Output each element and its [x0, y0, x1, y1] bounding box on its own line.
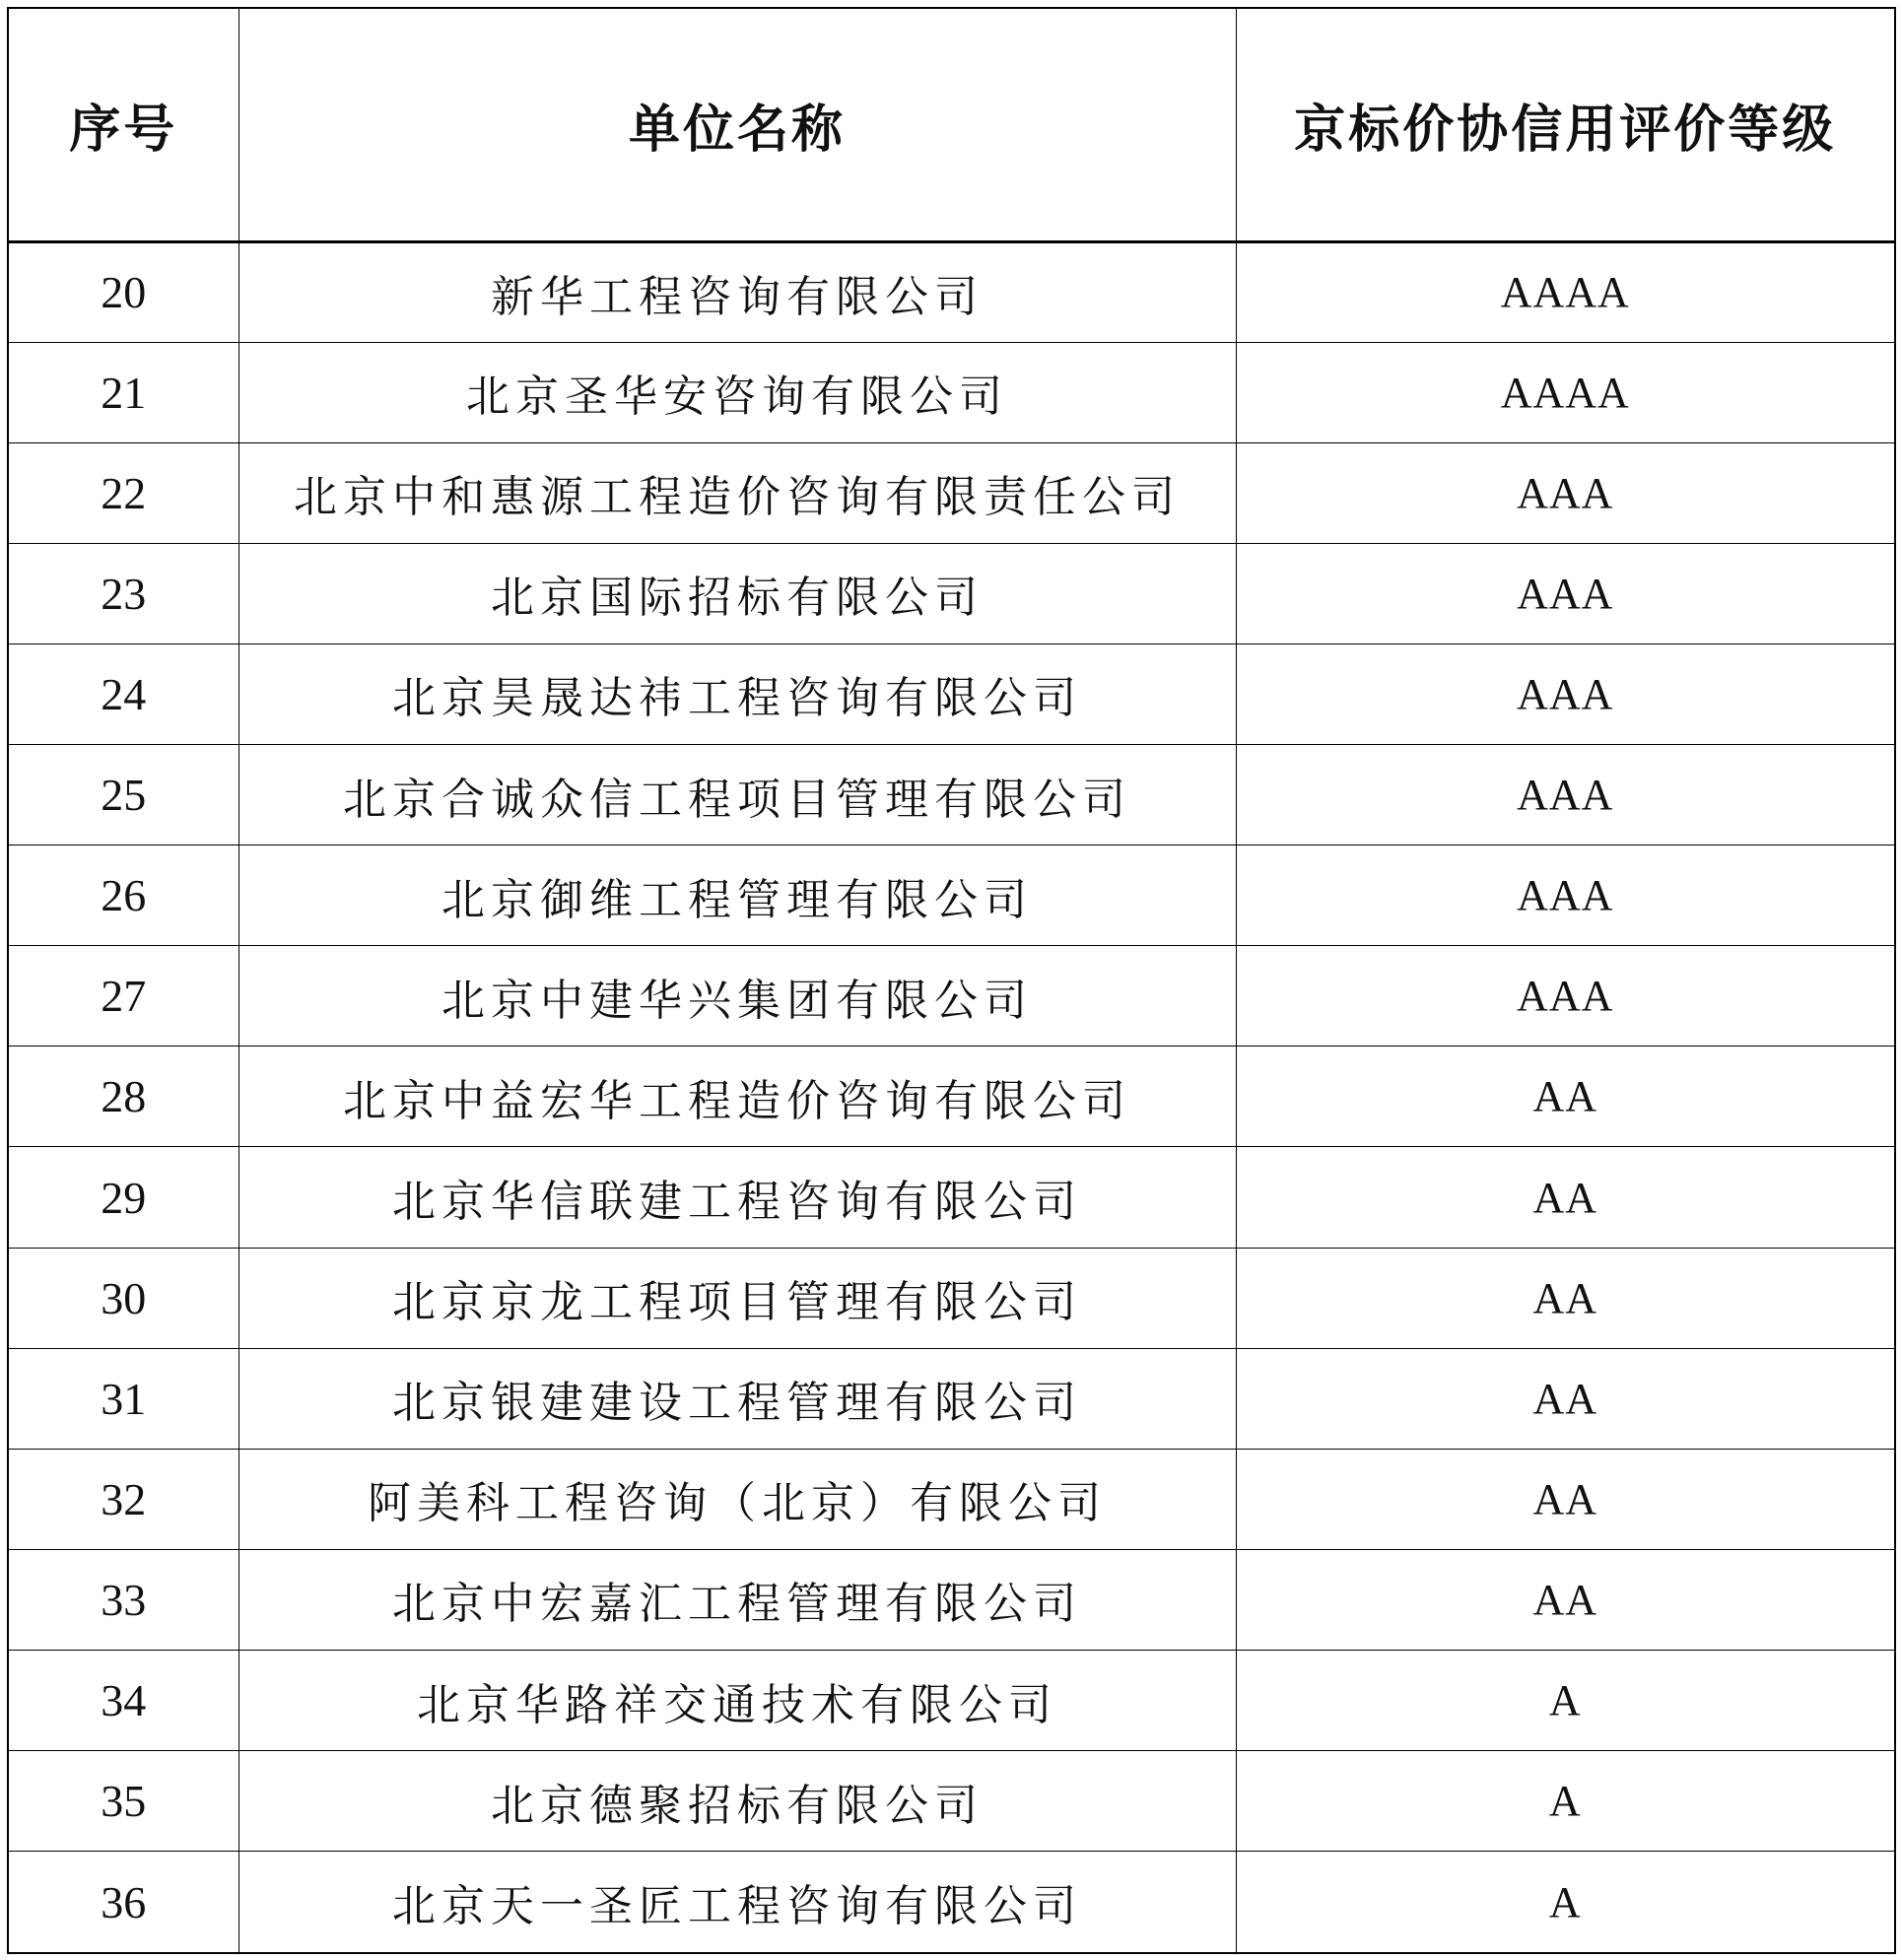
cell-seq: 21: [9, 342, 238, 442]
cell-grade: A: [1236, 1852, 1894, 1952]
table-row: [9, 845, 1894, 946]
cell-name: 北京德聚招标有限公司: [238, 1751, 1236, 1852]
table-row: [9, 1348, 1894, 1449]
cell-grade: AAAA: [1236, 241, 1894, 342]
cell-name: 北京中建华兴集团有限公司: [238, 946, 1236, 1047]
cell-seq: 31: [9, 1348, 238, 1449]
cell-seq: 23: [9, 543, 238, 643]
cell-grade: AAA: [1236, 745, 1894, 845]
cell-seq: 25: [9, 745, 238, 845]
cell-name: 北京京龙工程项目管理有限公司: [238, 1248, 1236, 1348]
cell-seq: 36: [9, 1852, 238, 1952]
table-row: [9, 241, 1894, 342]
cell-seq: 22: [9, 442, 238, 543]
cell-name: 北京中益宏华工程造价咨询有限公司: [238, 1047, 1236, 1147]
cell-name: 北京国际招标有限公司: [238, 543, 1236, 643]
header-grade: 京标价协信用评价等级: [1236, 9, 1894, 241]
cell-name: 阿美科工程咨询（北京）有限公司: [238, 1449, 1236, 1549]
cell-grade: AA: [1236, 1047, 1894, 1147]
cell-grade: AAA: [1236, 845, 1894, 946]
cell-name: 北京银建建设工程管理有限公司: [238, 1348, 1236, 1449]
cell-seq: 35: [9, 1751, 238, 1852]
cell-grade: AA: [1236, 1147, 1894, 1248]
table-row: [9, 643, 1894, 744]
table-row: [9, 1549, 1894, 1650]
cell-name: 北京天一圣匠工程咨询有限公司: [238, 1852, 1236, 1952]
cell-name: 北京华信联建工程咨询有限公司: [238, 1147, 1236, 1248]
cell-grade: AAA: [1236, 946, 1894, 1047]
table-header: [9, 9, 1894, 241]
cell-seq: 24: [9, 643, 238, 744]
cell-grade: AA: [1236, 1248, 1894, 1348]
cell-name: 北京御维工程管理有限公司: [238, 845, 1236, 946]
header-row: [9, 9, 1894, 241]
cell-name: 北京昊晟达祎工程咨询有限公司: [238, 643, 1236, 744]
table-body: [9, 241, 1894, 1952]
table-row: [9, 1047, 1894, 1147]
cell-name: 北京华路祥交通技术有限公司: [238, 1651, 1236, 1751]
cell-name: 北京中宏嘉汇工程管理有限公司: [238, 1549, 1236, 1650]
cell-seq: 27: [9, 946, 238, 1047]
cell-grade: AA: [1236, 1549, 1894, 1650]
table-row: [9, 1147, 1894, 1248]
cell-name: 新华工程咨询有限公司: [238, 241, 1236, 342]
cell-grade: A: [1236, 1651, 1894, 1751]
cell-seq: 26: [9, 845, 238, 946]
table-row: [9, 946, 1894, 1047]
cell-grade: AA: [1236, 1449, 1894, 1549]
cell-grade: AAA: [1236, 643, 1894, 744]
cell-seq: 33: [9, 1549, 238, 1650]
table-row: [9, 745, 1894, 845]
credit-rating-table: [9, 9, 1894, 1952]
credit-rating-table-container: [7, 7, 1896, 1954]
table-row: [9, 442, 1894, 543]
cell-name: 北京中和惠源工程造价咨询有限责任公司: [238, 442, 1236, 543]
cell-grade: A: [1236, 1751, 1894, 1852]
header-name: 单位名称: [238, 9, 1236, 241]
table-row: [9, 1248, 1894, 1348]
table-row: [9, 1651, 1894, 1751]
cell-grade: AAAA: [1236, 342, 1894, 442]
table-row: [9, 1751, 1894, 1852]
cell-seq: 20: [9, 241, 238, 342]
cell-grade: AA: [1236, 1348, 1894, 1449]
cell-grade: AAA: [1236, 442, 1894, 543]
header-seq: 序号: [9, 9, 238, 241]
table-row: [9, 543, 1894, 643]
cell-name: 北京圣华安咨询有限公司: [238, 342, 1236, 442]
table-row: [9, 342, 1894, 442]
cell-name: 北京合诚众信工程项目管理有限公司: [238, 745, 1236, 845]
cell-seq: 32: [9, 1449, 238, 1549]
cell-grade: AAA: [1236, 543, 1894, 643]
table-row: [9, 1852, 1894, 1952]
table-row: [9, 1449, 1894, 1549]
cell-seq: 30: [9, 1248, 238, 1348]
cell-seq: 29: [9, 1147, 238, 1248]
cell-seq: 34: [9, 1651, 238, 1751]
cell-seq: 28: [9, 1047, 238, 1147]
